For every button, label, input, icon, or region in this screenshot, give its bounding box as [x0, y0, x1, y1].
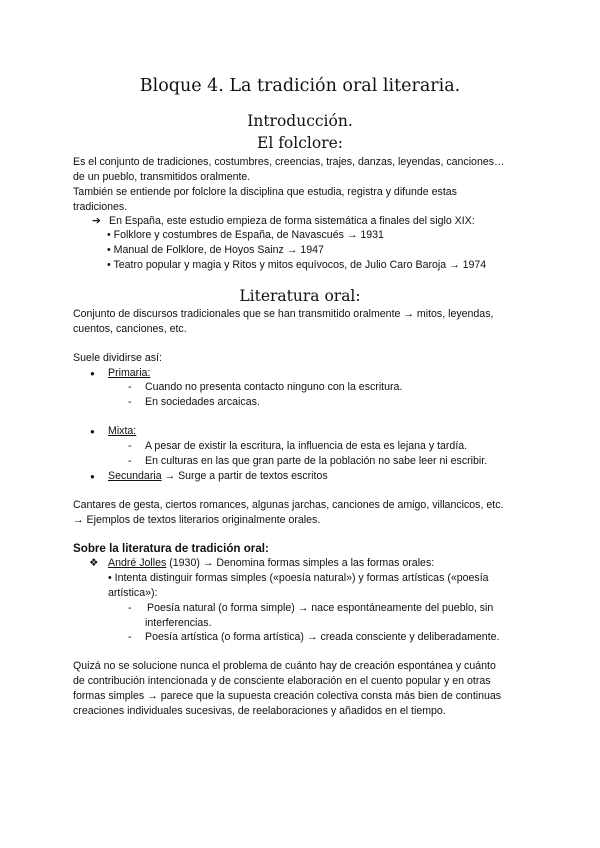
dash-icon: - — [128, 631, 132, 643]
dash-icon: - — [128, 455, 132, 467]
folklore-spain-item: En España, este estudio empieza de forma sistemática a finales del siglo XIX: — [109, 215, 475, 227]
intenta-line-1: • Intenta distinguir formas simples («poesía natural») y formas artísticas («poesía — [108, 572, 489, 584]
primaria-item: En sociedades arcaicas. — [145, 396, 260, 408]
division-intro: Suele dividirse así: — [73, 352, 162, 364]
poesia-natural-line-1: Poesía natural (o forma simple) → nace espontáneamente del pueblo, sin — [147, 602, 494, 614]
intro-heading: Introducción. — [247, 112, 353, 130]
poesia-natural-line-2: interferencias. — [145, 617, 212, 629]
examples-line-2: → Ejemplos de textos literarios originalmente orales. — [73, 514, 321, 526]
oral-literature-heading: Literatura oral: — [239, 287, 361, 305]
intenta-line-2: artística»): — [108, 587, 158, 599]
mixta-item: A pesar de existir la escritura, la influencia de esta es lejana y tardía. — [145, 440, 468, 452]
jolles-name: André Jolles — [108, 557, 167, 569]
oral-literature-definition-line-1: Conjunto de discursos tradicionales que se han transmitido oralmente → mitos, leyendas, — [73, 308, 494, 320]
folklore-sub-item: • Folklore y costumbres de España, de Navascués → 1931 — [107, 229, 384, 241]
secundaria-text: → Surge a partir de textos escritos — [161, 470, 328, 482]
diamond-bullet-icon: ❖ — [89, 557, 99, 569]
tradition-heading: Sobre la literatura de tradición oral: — [73, 542, 269, 555]
folklore-sub-item: • Teatro popular y magia y Ritos y mitos equívocos, de Julio Caro Baroja → 1974 — [107, 259, 487, 271]
folklore-definition-line-2: de un pueblo, transmitidos oralmente. — [73, 171, 251, 183]
folklore-sub-item: • Manual de Folklore, de Hoyos Sainz → 1947 — [107, 244, 324, 256]
closing-line: de contribución intencionada y de consciente elaboración en el cuento popular y en otras — [73, 675, 491, 687]
dash-icon: - — [128, 396, 132, 408]
bullet-icon: ● — [90, 472, 95, 481]
bullet-icon: ● — [90, 369, 95, 378]
mixta-item: En culturas en las que gran parte de la población no sabe leer ni escribir. — [145, 455, 488, 467]
closing-line: creaciones individuales sucesivas, de reelaboraciones y añadidos en el tiempo. — [73, 705, 446, 717]
primaria-item: Cuando no presenta contacto ninguno con la escritura. — [145, 381, 403, 393]
folklore-definition-line-1: Es el conjunto de tradiciones, costumbres, creencias, trajes, danzas, leyendas, canciones… — [73, 156, 505, 168]
secundaria-label: Secundaria — [108, 470, 162, 482]
secundaria-item — [108, 469, 328, 484]
arrow-bullet-icon: ➔ — [92, 215, 101, 227]
closing-line: formas simples → parece que la supuesta creación colectiva consta más bien de continuas — [73, 690, 502, 702]
jolles-text: (1930) → Denomina formas simples a las formas orales: — [166, 557, 435, 569]
examples-line-1: Cantares de gesta, ciertos romances, algunas jarchas, canciones de amigo, villancicos, etc. — [73, 499, 504, 511]
closing-line: Quizá no se solucione nunca el problema de cuánto hay de creación espontánea y cuánto — [73, 660, 496, 672]
page-title: Bloque 4. La tradición oral literaria. — [139, 76, 461, 96]
primaria-label: Primaria: — [108, 367, 151, 379]
oral-literature-definition-line-2: cuentos, canciones, etc. — [73, 323, 187, 335]
dash-icon: - — [128, 381, 132, 393]
dash-icon: - — [128, 602, 132, 614]
bullet-icon: ● — [90, 427, 95, 436]
jolles-item — [108, 556, 434, 571]
folklore-heading: El folclore: — [257, 134, 343, 152]
poesia-artistica: Poesía artística (o forma artística) → creada consciente y deliberadamente. — [145, 631, 500, 643]
dash-icon: - — [128, 440, 132, 452]
folklore-discipline-line-2: tradiciones. — [73, 201, 128, 213]
mixta-label: Mixta: — [108, 425, 137, 437]
folklore-discipline-line-1: También se entiende por folclore la disciplina que estudia, registra y difunde estas — [73, 186, 457, 198]
